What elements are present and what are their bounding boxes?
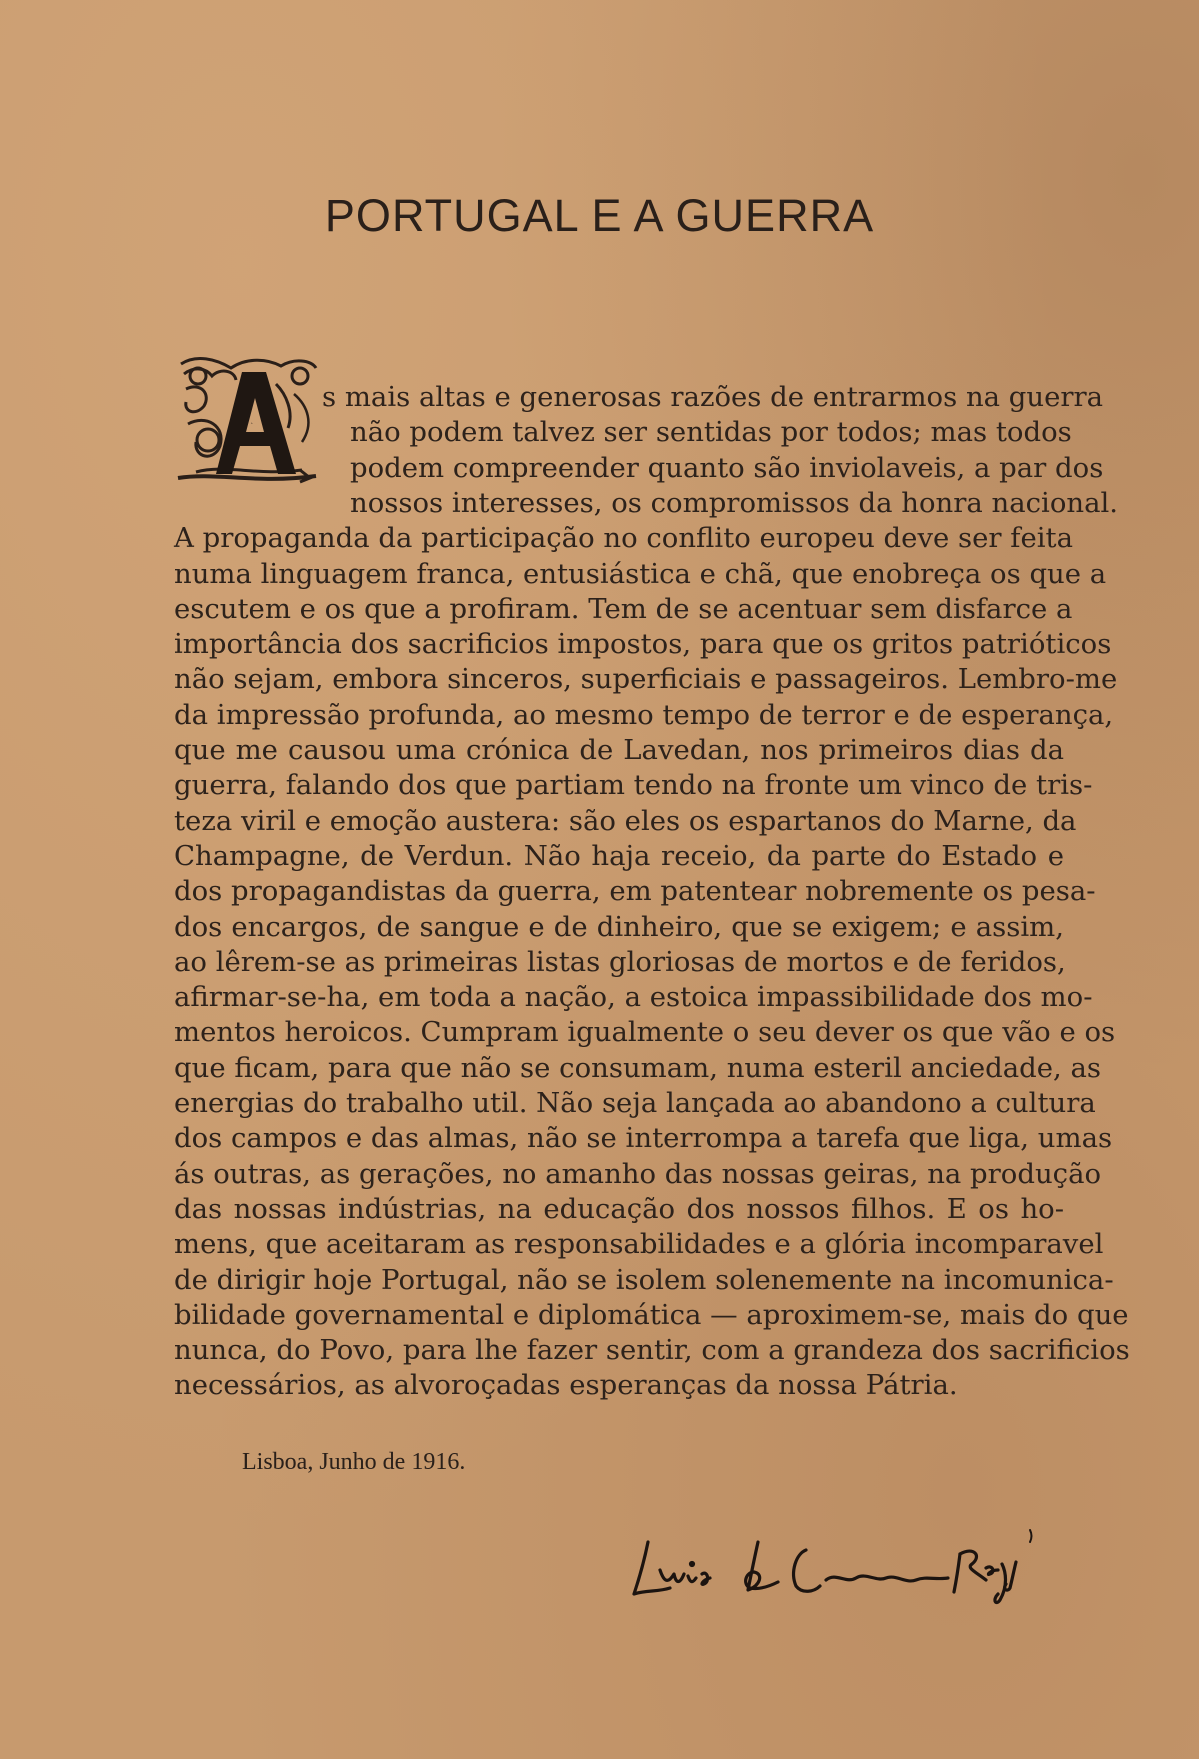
body-line: numa linguagem franca, entusiástica e chã, que enobreça os que a — [174, 558, 1107, 590]
body-line: nunca, do Povo, para lhe fazer sentir, com a grandeza dos sacrificios — [174, 1334, 1130, 1366]
body-line: guerra, falando dos que partiam tendo na fronte um vinco de tris- — [174, 769, 1093, 801]
body-line: Champagne, de Verdun. Não haja receio, da parte do Estado e — [174, 840, 1064, 872]
body-line: mens, que aceitaram as responsabilidades e a glória incomparavel — [174, 1228, 1104, 1260]
body-line: das nossas indústrias, na educação dos nossos filhos. E os ho- — [174, 1193, 1064, 1225]
body-line: podem compreender quanto são inviolaveis, a par dos — [350, 452, 1104, 484]
body-line: mentos heroicos. Cumpram igualmente o seu dever os que vão e os — [174, 1016, 1116, 1048]
body-line: A propaganda da participação no conflito europeu deve ser feita — [174, 522, 1073, 554]
body-line: energias do trabalho util. Não seja lançada ao abandono a cultura — [174, 1087, 1096, 1119]
body-line: afirmar-se-ha, em toda a nação, a estoica impassibilidade dos mo- — [174, 981, 1093, 1013]
body-line: escutem e os que a profiram. Tem de se acentuar sem disfarce a — [174, 593, 1073, 625]
place-date: Lisboa, Junho de 1916. — [242, 1449, 466, 1475]
body-line: que ficam, para que não se consumam, numa esteril anciedade, as — [174, 1052, 1101, 1084]
body-line: bilidade governamental e diplomática — aproximem-se, mais do que — [174, 1299, 1129, 1331]
ornamental-initial-a-icon — [176, 354, 326, 494]
body-line: de dirigir hoje Portugal, não se isolem solenemente na incomunica- — [174, 1264, 1114, 1296]
body-line: importância dos sacrificios impostos, para que os gritos patrióticos — [174, 628, 1112, 660]
body-line: que me causou uma crónica de Lavedan, nos primeiros dias da — [174, 734, 1064, 766]
body-line: nossos interesses, os compromissos da honra nacional. — [350, 487, 1119, 519]
drop-cap-letter: A — [251, 423, 253, 425]
handwritten-signature — [630, 1500, 1060, 1610]
body-line: não sejam, embora sinceros, superficiais e passageiros. Lembro-me — [174, 663, 1118, 695]
page-title: PORTUGAL E A GUERRA — [324, 190, 875, 241]
body-line: dos campos e das almas, não se interrompa a tarefa que liga, umas — [174, 1122, 1113, 1154]
body-line: s mais altas e generosas razões de entrarmos na guerra — [322, 381, 1104, 413]
body-line: necessários, as alvoroçadas esperanças da nossa Pátria. — [174, 1369, 958, 1401]
body-line: não podem talvez ser sentidas por todos; mas todos — [350, 416, 1072, 448]
body-line: da impressão profunda, ao mesmo tempo de terror e de esperança, — [174, 699, 1114, 731]
body-line: ás outras, as gerações, no amanho das nossas geiras, na produção — [174, 1158, 1102, 1190]
body-line: dos propagandistas da guerra, em patentear nobremente os pesa- — [174, 875, 1096, 907]
body-line: ao lêrem-se as primeiras listas gloriosas de mortos e de feridos, — [174, 946, 1066, 978]
body-line: teza viril e emoção austera: são eles os espartanos do Marne, da — [174, 805, 1077, 837]
body-line: dos encargos, de sangue e de dinheiro, que se exigem; e assim, — [174, 911, 1064, 943]
